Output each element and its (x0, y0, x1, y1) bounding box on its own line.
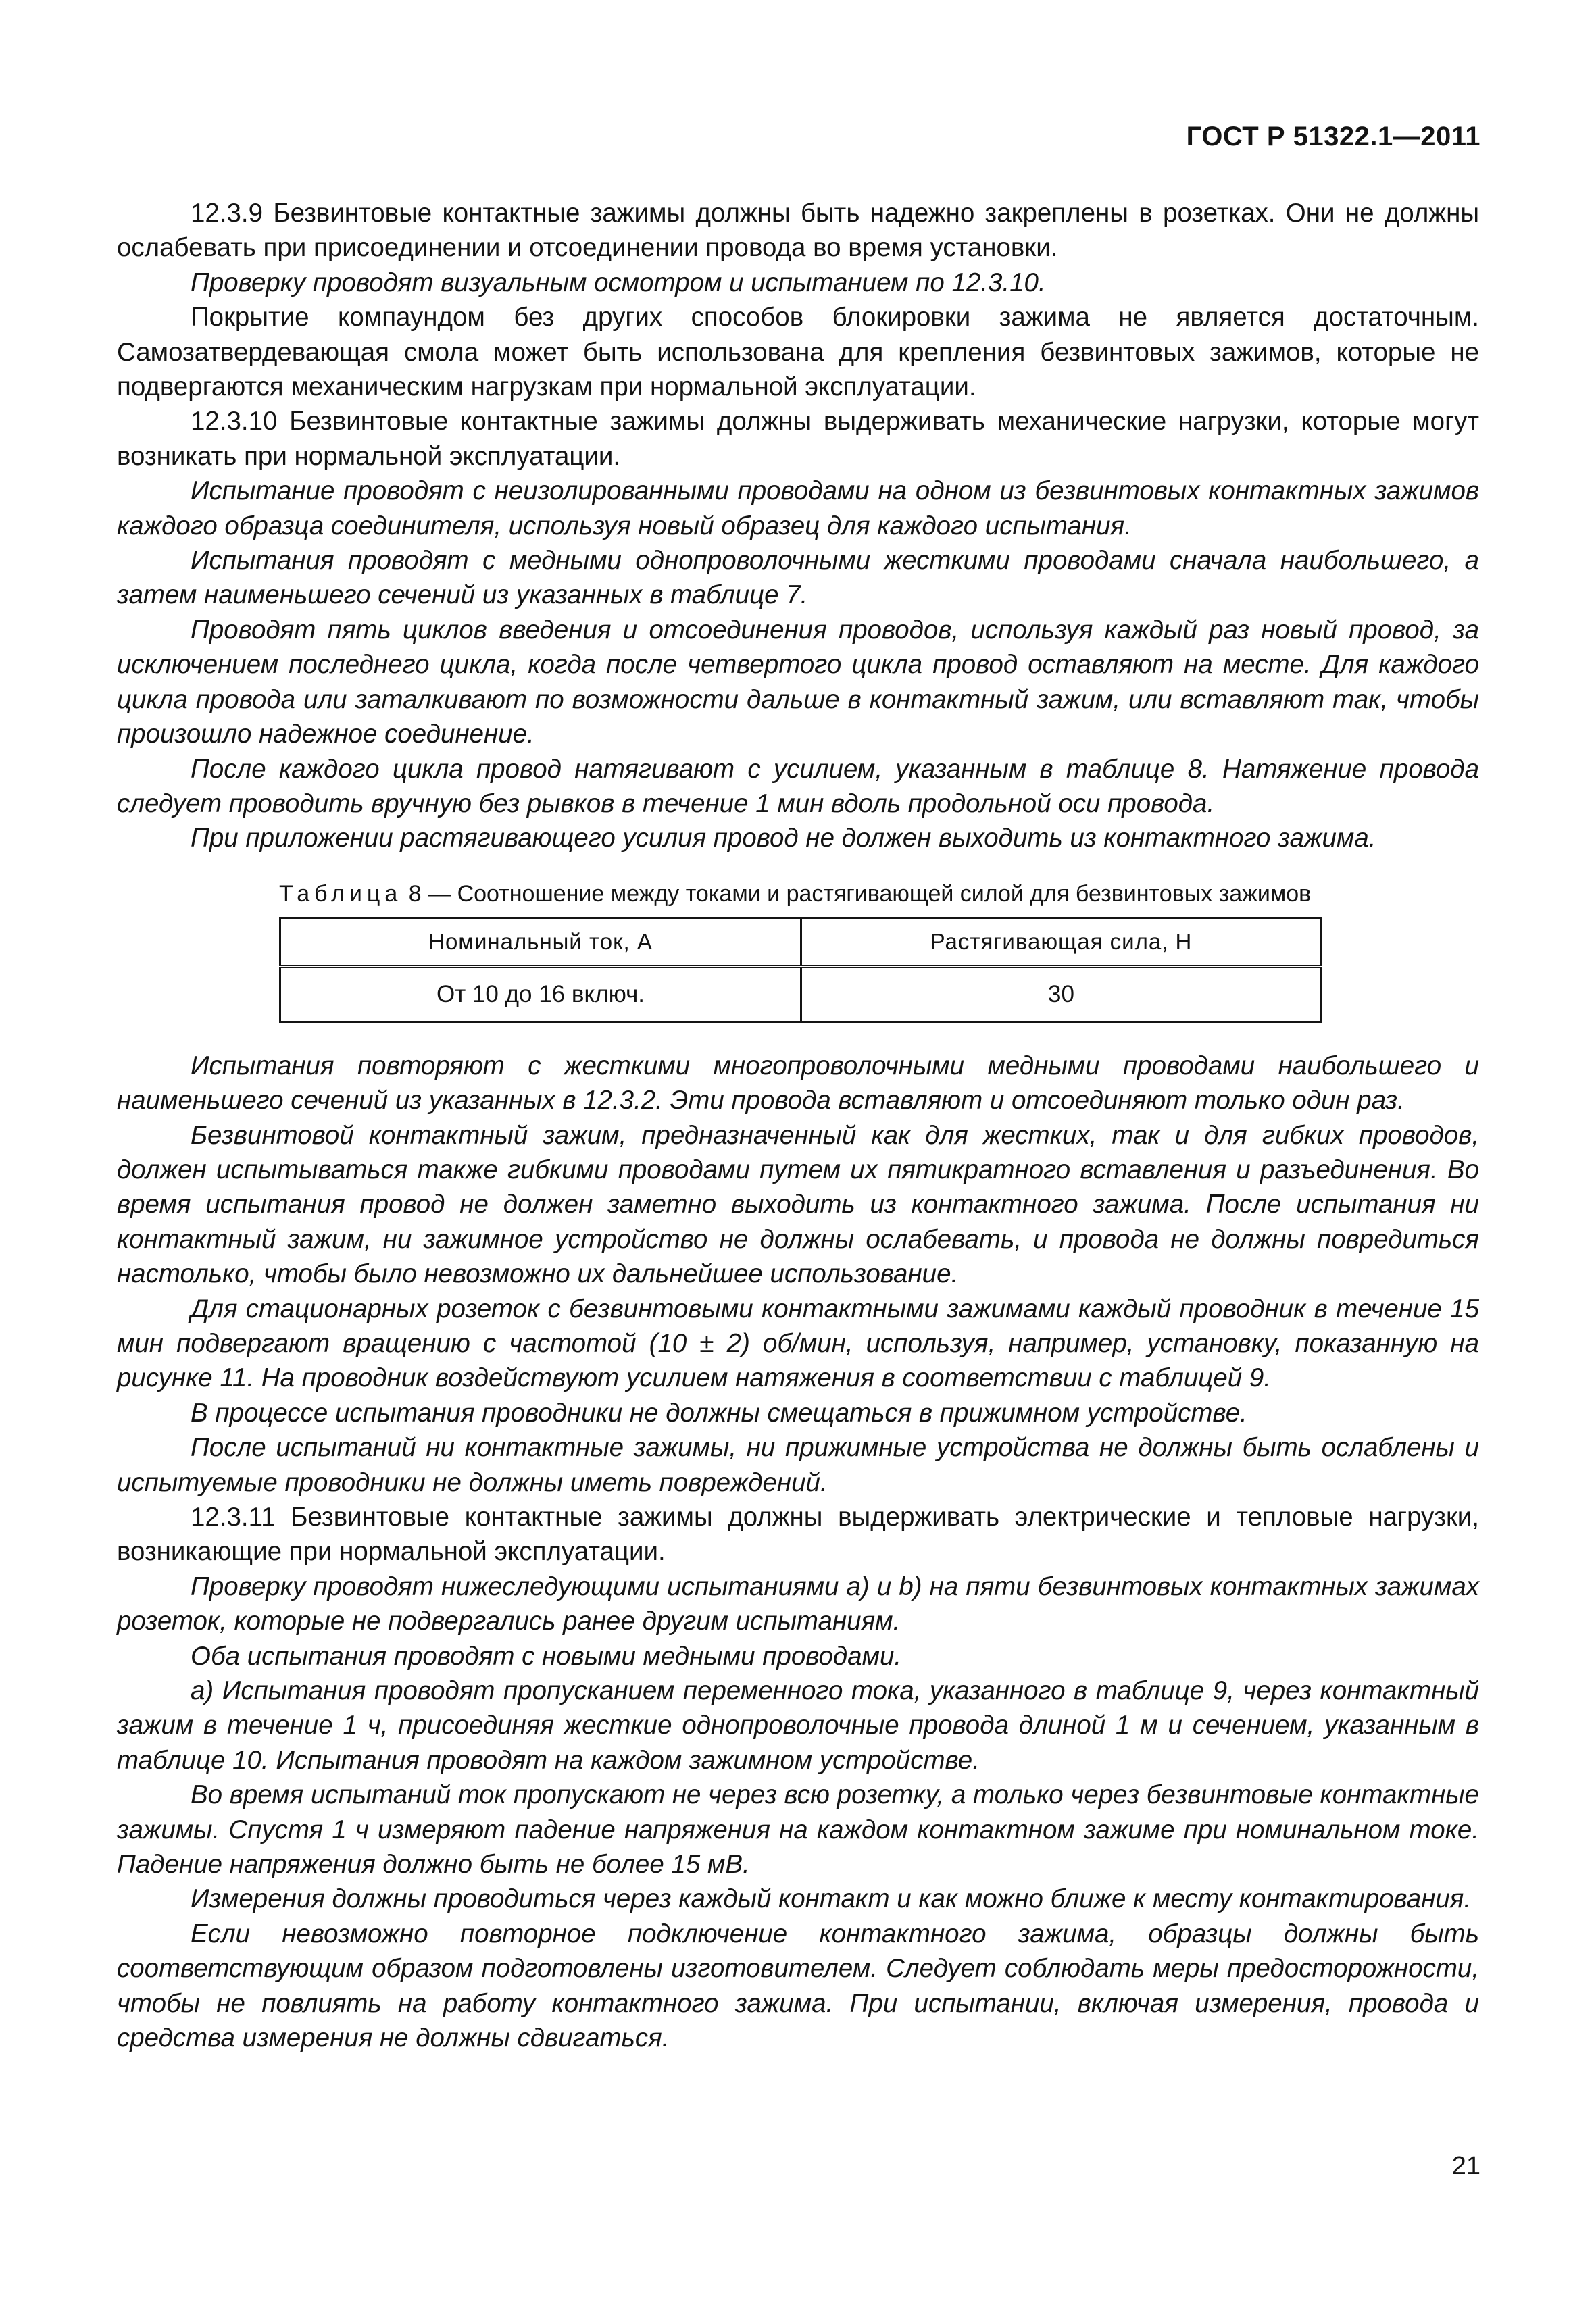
paragraph: После испытаний ни контактные зажимы, ни прижимные устройства не должны быть ослаблены и испытуемые проводники не должны иметь повреждений. (117, 1433, 1479, 1497)
paragraph: Проверку проводят нижеследующими испытаниями a) и b) на пяти безвинтовых контактных зажимах розеток, которые не подвергались ранее другим испытаниям. (117, 1571, 1479, 1636)
paragraph: Проводят пять циклов введения и отсоединения проводов, используя каждый раз новый провод, за исключением последнего цикла, когда после четвертого цикла провод оставляют на месте. Для каждого цикла провода или заталкивают по возможности дальше в контактный зажим, или вставляют так, чтобы произошло надежное соединение. (117, 615, 1479, 749)
table-header-row (280, 917, 1322, 966)
paragraph: Во время испытаний ток пропускают не через всю розетку, а только через безвинтовые контактные зажимы. Спустя 1 ч измеряют падение напряжения на каждом контактном зажиме при номинальном токе. Падение напряжения должно быть не более 15 мВ. (117, 1780, 1479, 1880)
table-cell-current: От 10 до 16 включ. (280, 966, 801, 1022)
paragraph: При приложении растягивающего усилия провод не должен выходить из контактного зажима. (191, 824, 1376, 853)
paragraph: После каждого цикла провод натягивают с усилием, указанным в таблице 8. Натяжение провода следует проводить вручную без рывков в течение 1 мин вдоль продольной оси провода. (117, 754, 1479, 818)
paragraph: 12.3.9 Безвинтовые контактные зажимы должны быть надежно закреплены в розетках. Они не должны ослабевать при присоединении и отсоединении провода во время установки. (117, 199, 1479, 263)
table-row (280, 966, 1322, 1022)
column-header-rated-current: Номинальный ток, А (280, 917, 801, 966)
document-header: ГОСТ Р 51322.1—2011 (1186, 122, 1480, 151)
paragraph: Испытание проводят с неизолированными проводами на одном из безвинтовых контактных зажимов каждого образца соединителя, используя новый образец для каждого испытания. (117, 476, 1479, 540)
page-number: 21 (1451, 2152, 1480, 2180)
paragraph: a) Испытания проводят пропусканием переменного тока, указанного в таблице 9, через контактный зажим в течение 1 ч, присоединяя жесткие однопроволочные провода длиной 1 м и сечением, указанным в таблице 10. Испытания проводят на каждом зажимном устройстве. (117, 1676, 1479, 1775)
paragraph: Оба испытания проводят с новыми медными проводами. (191, 1641, 902, 1671)
paragraph: Покрытие компаундом без других способов блокировки зажима не является достаточным. Самозатвердевающая смола может быть использована для крепления безвинтовых зажимов, которые не подвергаются механическим нагрузкам при нормальной эксплуатации. (117, 303, 1479, 402)
table-cell-force: 30 (801, 966, 1322, 1022)
column-header-tensile-force: Растягивающая сила, Н (801, 917, 1322, 966)
paragraph: Измерения должны проводиться через каждый контакт и как можно ближе к месту контактирования. (191, 1884, 1472, 1914)
paragraph: Проверку проводят визуальным осмотром и испытанием по 12.3.10. (191, 268, 1046, 297)
paragraph: 12.3.11 Безвинтовые контактные зажимы должны выдерживать электрические и тепловые нагрузки, возникающие при нормальной эксплуатации. (117, 1503, 1479, 1567)
table-caption (279, 879, 1322, 909)
table-8 (279, 879, 1322, 1023)
table-caption-prefix: Таблица (279, 880, 403, 907)
paragraph: Безвинтовой контактный зажим, предназначенный как для жестких, так и для гибких проводов, должен испытываться также гибкими проводами путем их пятикратного вставления и разъединения. Во время испытания провод не должен заметно выходить из контактного зажима. После испытания ни контактный зажим, ни зажимное устройство не должны ослабевать, и провода не должны повредиться настолько, чтобы было невозможно их дальнейшее использование. (117, 1120, 1479, 1289)
table-caption-text: 8 — Соотношение между токами и растягивающей силой для безвинтовых зажимов (408, 880, 1312, 907)
paragraph: Для стационарных розеток с безвинтовыми контактными зажимами каждый проводник в течение 15 мин подвергают вращению с частотой (10 ± 2) об/мин, используя, например, установку, показанную на рисунке 11. На проводник воздействуют усилием натяжения в соответствии с таблицей 9. (117, 1294, 1479, 1393)
paragraph: Испытания повторяют с жесткими многопроволочными медными проводами наибольшего и наименьшего сечений из указанных в 12.3.2. Эти провода вставляют и отсоединяют только один раз. (117, 1051, 1479, 1115)
paragraph: Испытания проводят с медными однопроволочными жесткими проводами сначала наибольшего, а затем наименьшего сечений из указанных в таблице 7. (117, 546, 1479, 610)
document-body (117, 196, 1479, 2056)
data-table (279, 917, 1322, 1023)
paragraph: 12.3.10 Безвинтовые контактные зажимы должны выдерживать механические нагрузки, которые могут возникать при нормальной эксплуатации. (117, 407, 1479, 471)
paragraph: Если невозможно повторное подключение контактного зажима, образцы должны быть соответствующим образом подготовлены изготовителем. Следует соблюдать меры предосторожности, чтобы не повлиять на работу контактного зажима. При испытании, включая измерения, провода и средства измерения не должны сдвигаться. (117, 1919, 1479, 2053)
paragraph: В процессе испытания проводники не должны смещаться в прижимном устройстве. (191, 1398, 1247, 1428)
